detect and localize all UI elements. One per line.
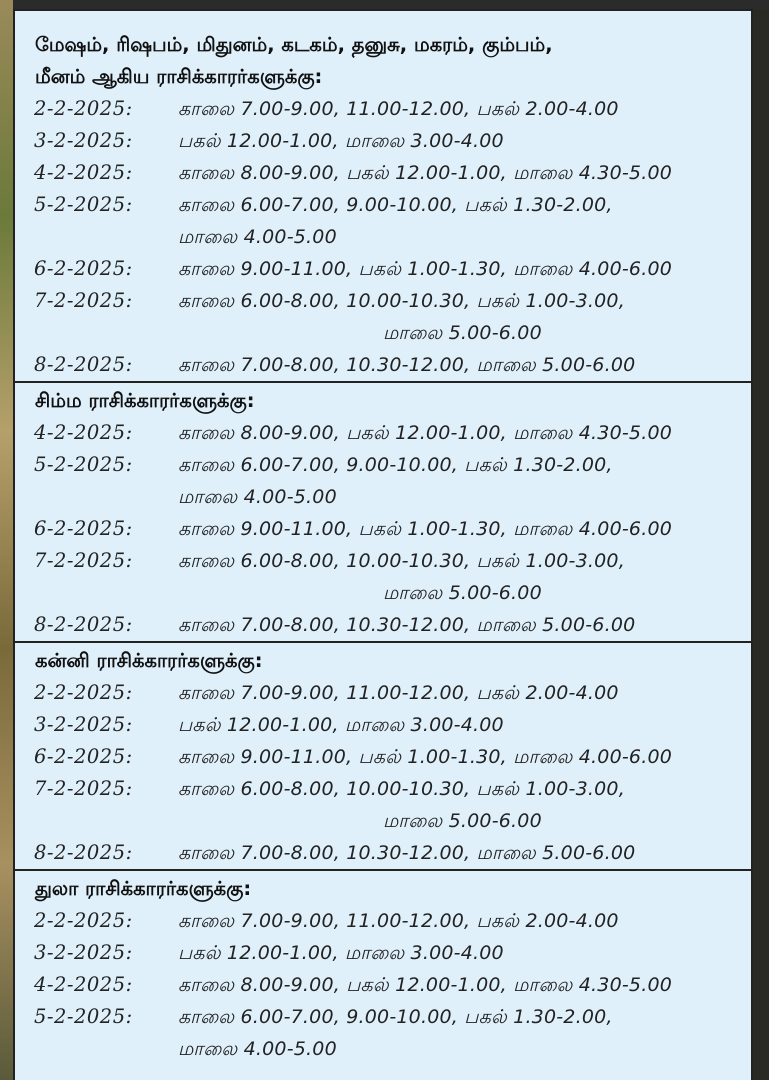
time-slot-line: பகல் 12.00-1.00, மாலை 3.00-4.00 xyxy=(178,942,504,964)
row-date: 3-2-2025: xyxy=(34,941,133,964)
timing-row xyxy=(15,417,751,449)
left-edge-photo-strip xyxy=(0,0,13,1080)
time-slot-line: மாலை 5.00-6.00 xyxy=(383,322,542,344)
time-slot-line: காலை 7.00-8.00, 10.30-12.00, மாலை 5.00-6.00 xyxy=(178,614,636,636)
row-date: 5-2-2025: xyxy=(34,193,133,216)
row-date: 3-2-2025: xyxy=(34,713,133,736)
time-slot-line: காலை 9.00-11.00, பகல் 1.00-1.30, மாலை 4.00-6.00 xyxy=(178,258,673,280)
row-date: 6-2-2025: xyxy=(34,257,133,280)
section-heading: சிம்ம ராசிக்காரர்களுக்கு: xyxy=(35,389,255,412)
timing-row xyxy=(15,609,751,641)
timing-row xyxy=(15,905,751,937)
time-slot-line: காலை 7.00-9.00, 11.00-12.00, பகல் 2.00-4.00 xyxy=(178,910,619,932)
time-slot-line: காலை 7.00-9.00, 11.00-12.00, பகல் 2.00-4.00 xyxy=(178,98,619,120)
row-date: 8-2-2025: xyxy=(34,841,133,864)
horoscope-timings-panel xyxy=(13,9,753,1080)
timing-row xyxy=(15,969,751,1001)
row-date: 3-2-2025: xyxy=(34,129,133,152)
zodiac-section xyxy=(15,869,751,1065)
timing-row xyxy=(15,545,751,609)
zodiac-section xyxy=(15,381,751,641)
row-date: 7-2-2025: xyxy=(34,289,133,312)
zodiac-section xyxy=(15,11,751,381)
row-date: 2-2-2025: xyxy=(34,97,133,120)
row-date: 8-2-2025: xyxy=(34,613,133,636)
timing-row xyxy=(15,937,751,969)
timing-row xyxy=(15,677,751,709)
time-slot-line: மாலை 5.00-6.00 xyxy=(383,810,542,832)
section-heading: மேஷம், ரிஷபம், மிதுனம், கடகம், தனுசு, மகரம், கும்பம், xyxy=(35,33,553,56)
time-slot-line: காலை 8.00-9.00, பகல் 12.00-1.00, மாலை 4.30-5.00 xyxy=(178,162,673,184)
timing-row xyxy=(15,741,751,773)
row-date: 5-2-2025: xyxy=(34,1005,133,1028)
timing-row xyxy=(15,1001,751,1065)
section-heading: துலா ராசிக்காரர்களுக்கு: xyxy=(35,877,252,900)
section-heading: கன்னி ராசிக்காரர்களுக்கு: xyxy=(35,649,263,672)
timing-row xyxy=(15,93,751,125)
time-slot-line: காலை 6.00-8.00, 10.00-10.30, பகல் 1.00-3.00, xyxy=(178,550,625,572)
row-date: 2-2-2025: xyxy=(34,681,133,704)
time-slot-line: காலை 7.00-8.00, 10.30-12.00, மாலை 5.00-6.00 xyxy=(178,842,636,864)
row-date: 6-2-2025: xyxy=(34,745,133,768)
time-slot-line: காலை 9.00-11.00, பகல் 1.00-1.30, மாலை 4.00-6.00 xyxy=(178,518,673,540)
time-slot-line: மாலை 5.00-6.00 xyxy=(383,582,542,604)
time-slot-line: காலை 6.00-8.00, 10.00-10.30, பகல் 1.00-3.00, xyxy=(178,778,625,800)
timing-row xyxy=(15,285,751,349)
timing-row xyxy=(15,189,751,253)
timing-row xyxy=(15,449,751,513)
row-date: 6-2-2025: xyxy=(34,517,133,540)
time-slot-line: காலை 6.00-7.00, 9.00-10.00, பகல் 1.30-2.00, xyxy=(178,194,613,216)
timing-row xyxy=(15,837,751,869)
time-slot-line: காலை 6.00-7.00, 9.00-10.00, பகல் 1.30-2.00, xyxy=(178,454,613,476)
timing-row xyxy=(15,157,751,189)
timing-row xyxy=(15,253,751,285)
time-slot-line: காலை 7.00-8.00, 10.30-12.00, மாலை 5.00-6.00 xyxy=(178,354,636,376)
row-date: 5-2-2025: xyxy=(34,453,133,476)
time-slot-line: காலை 6.00-8.00, 10.00-10.30, பகல் 1.00-3.00, xyxy=(178,290,625,312)
time-slot-line: மாலை 4.00-5.00 xyxy=(178,1038,337,1060)
row-date: 4-2-2025: xyxy=(34,973,133,996)
row-date: 7-2-2025: xyxy=(34,777,133,800)
time-slot-line: மாலை 4.00-5.00 xyxy=(178,486,337,508)
section-heading: மீனம் ஆகிய ராசிக்காரர்களுக்கு: xyxy=(35,65,323,88)
row-date: 2-2-2025: xyxy=(34,909,133,932)
row-date: 8-2-2025: xyxy=(34,353,133,376)
time-slot-line: காலை 8.00-9.00, பகல் 12.00-1.00, மாலை 4.30-5.00 xyxy=(178,422,673,444)
timing-row xyxy=(15,773,751,837)
time-slot-line: காலை 7.00-9.00, 11.00-12.00, பகல் 2.00-4.00 xyxy=(178,682,619,704)
time-slot-line: காலை 6.00-7.00, 9.00-10.00, பகல் 1.30-2.00, xyxy=(178,1006,613,1028)
timing-row xyxy=(15,125,751,157)
time-slot-line: பகல் 12.00-1.00, மாலை 3.00-4.00 xyxy=(178,130,504,152)
timing-row xyxy=(15,709,751,741)
timing-row xyxy=(15,513,751,545)
row-date: 7-2-2025: xyxy=(34,549,133,572)
time-slot-line: காலை 9.00-11.00, பகல் 1.00-1.30, மாலை 4.00-6.00 xyxy=(178,746,673,768)
row-date: 4-2-2025: xyxy=(34,161,133,184)
time-slot-line: மாலை 4.00-5.00 xyxy=(178,226,337,248)
time-slot-line: பகல் 12.00-1.00, மாலை 3.00-4.00 xyxy=(178,714,504,736)
timing-row xyxy=(15,349,751,381)
top-edge-strip xyxy=(0,0,769,9)
time-slot-line: காலை 8.00-9.00, பகல் 12.00-1.00, மாலை 4.30-5.00 xyxy=(178,974,673,996)
zodiac-section xyxy=(15,641,751,869)
row-date: 4-2-2025: xyxy=(34,421,133,444)
sections-container xyxy=(15,11,751,1065)
